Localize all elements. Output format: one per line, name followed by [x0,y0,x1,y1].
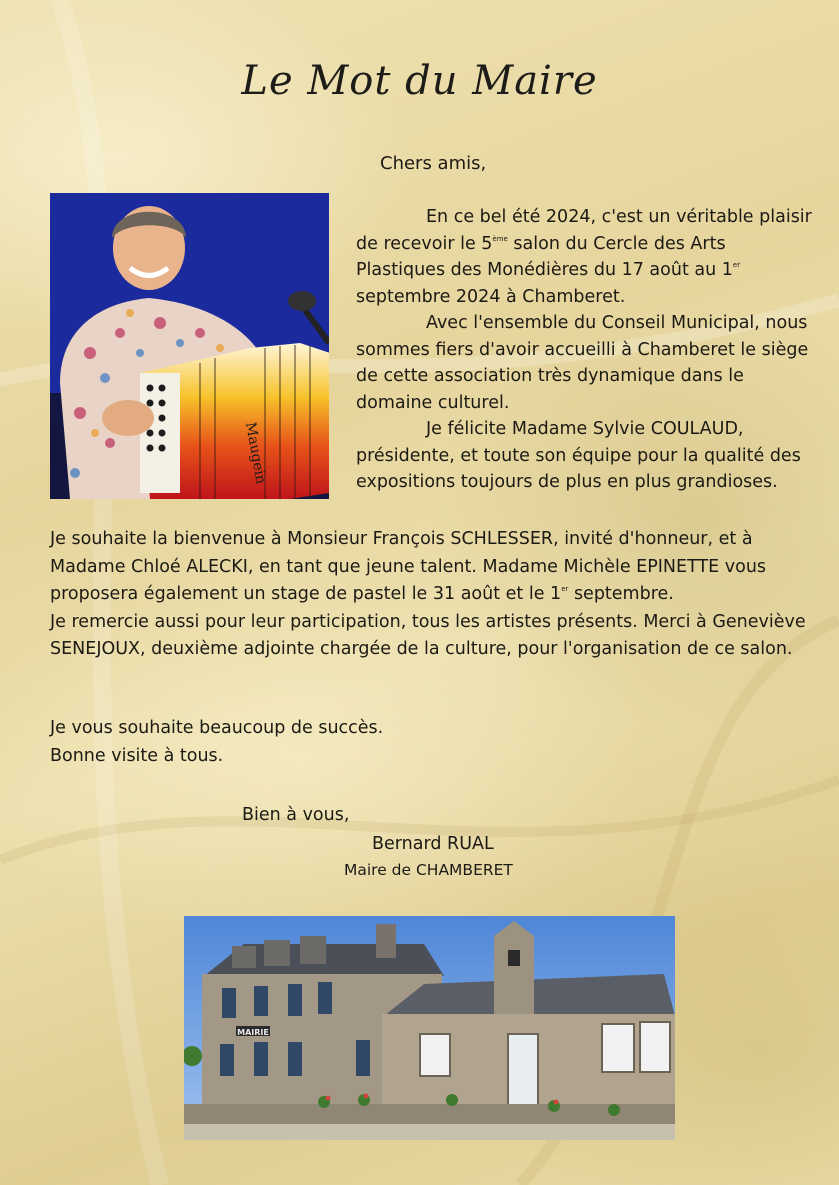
townhall-photo [184,916,675,1140]
accordion-brand: Maugein [242,420,269,486]
signer-name: Bernard RUAL [372,834,494,854]
intro-paragraph-1: En ce bel été 2024, c'est un véritable plaisir de recevoir le 5ème salon du Cercle des Arts Plastiques des Monédières du 17 août au 1er septembre 2024 à Chamberet. [356,207,812,307]
wishes-line-2: Bonne visite à tous. [50,746,224,766]
wishes-line-1: Je vous souhaite beaucoup de succès. [50,718,384,738]
greeting: Chers amis, [380,153,487,174]
wishes [50,714,383,770]
closing-salutation: Bien à vous, [242,805,350,825]
townhall-sign: MAIRIE [237,1028,269,1037]
page-title: Le Mot du Maire [241,58,598,104]
thanks-paragraph: Je remercie aussi pour leur participation, tous les artistes présents. Merci à Geneviève SENEJOUX, deuxième adjointe chargée de la culture, pour l'organisation de ce salon. [50,611,806,659]
welcome-paragraph: Je souhaite la bienvenue à Monsieur François SCHLESSER, invité d'honneur, et à Madame Chloé ALECKI, en tant que jeune talent. Madame Michèle EPINETTE vous proposera également un stage de pastel le 31 août et le 1er septembre. [50,529,767,604]
mayor-photo [50,193,329,499]
body-paragraph [50,526,810,664]
signer-role: Maire de CHAMBERET [344,861,513,879]
intro-paragraph-2: Avec l'ensemble du Conseil Municipal, nous sommes fiers d'avoir accueilli à Chamberet le siège de cette association très dynamique dans le domaine culturel. [356,313,809,413]
intro-column [356,204,816,496]
intro-paragraph-3: Je félicite Madame Sylvie COULAUD, présidente, et toute son équipe pour la qualité des expositions toujours de plus en plus grandioses. [356,419,801,492]
